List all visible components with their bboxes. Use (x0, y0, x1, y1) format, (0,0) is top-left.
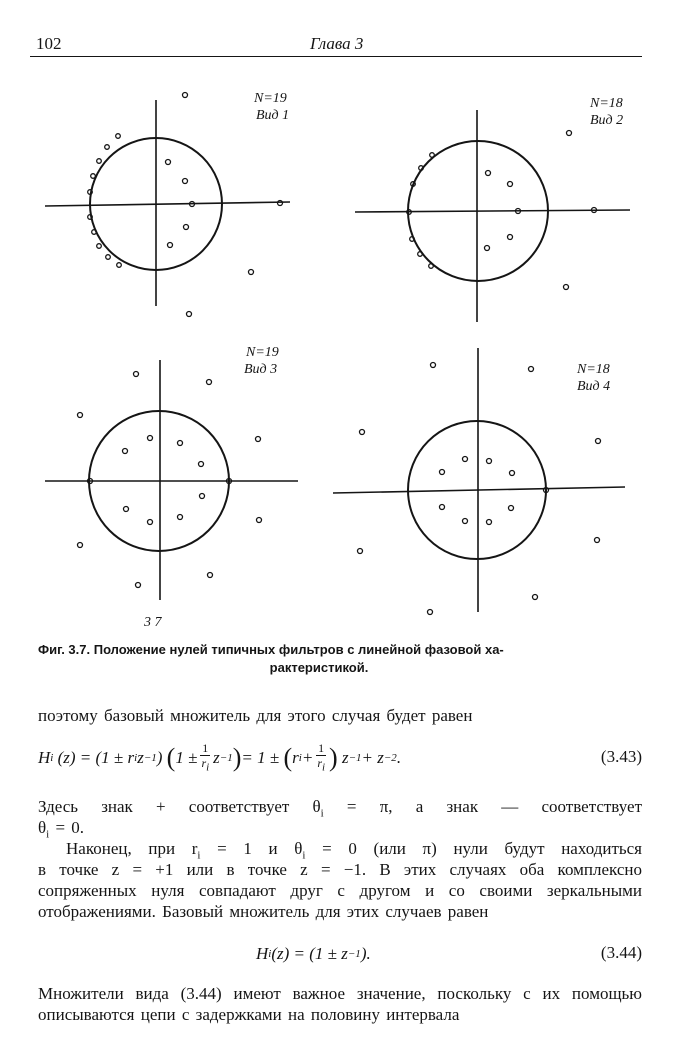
zero-point (431, 363, 436, 368)
p3-text-a: Наконец, при r (66, 839, 198, 858)
zero-point (564, 285, 569, 290)
zero-point (508, 182, 513, 187)
page-header (30, 32, 642, 58)
zero-point (199, 462, 204, 467)
real-axis (355, 210, 630, 212)
figure-caption (38, 641, 640, 677)
chapter-title: Глава 3 (310, 34, 364, 53)
zero-point (487, 459, 492, 464)
zero-point (168, 243, 173, 248)
panel2-n-label: N=18 (590, 96, 623, 111)
caption-line-2: рактеристикой. (269, 660, 369, 675)
zero-point (358, 549, 363, 554)
zero-point (595, 538, 600, 543)
zero-point (166, 160, 171, 165)
zero-point (486, 171, 491, 176)
zero-point (183, 93, 188, 98)
p3-text-c: = 0 (или π) нули будут находиться (305, 839, 642, 858)
zero-point (510, 471, 515, 476)
real-axis (333, 487, 625, 493)
panel-view-2 (355, 110, 630, 322)
zero-point (207, 380, 212, 385)
zero-point (117, 263, 122, 268)
zero-point (184, 225, 189, 230)
zero-point (178, 515, 183, 520)
zero-point (257, 518, 262, 523)
zero-point (430, 153, 435, 158)
panel-view-1 (45, 93, 290, 317)
zero-point (485, 246, 490, 251)
zero-point (360, 430, 365, 435)
equation-3-43-formula: H i (z) = (1 ± r i z −1 ) ( 1 ± $\frac{1}{r_i}$ z −1 ) = 1 ± ( r i + $\frac{1}{r_i}$ ) z −1 + z −2 . (38, 741, 402, 774)
zero-point (567, 131, 572, 136)
zero-point (256, 437, 261, 442)
zero-point (183, 179, 188, 184)
zero-point (200, 494, 205, 499)
zero-point (463, 519, 468, 524)
zero-point (463, 457, 468, 462)
zero-point (440, 505, 445, 510)
zero-point (429, 264, 434, 269)
panel3-view-label: Вид 3 (244, 362, 278, 377)
p2-sub-a: i (320, 807, 324, 820)
zero-point (148, 520, 153, 525)
zero-point (116, 134, 121, 139)
p2-text-a: Здесь знак + соответствует θ (38, 797, 321, 816)
zeros (78, 372, 262, 588)
panel4-n-label: N=18 (577, 362, 610, 377)
zero-point (136, 583, 141, 588)
panel1-view-label: Вид 1 (256, 108, 290, 123)
equation-3-44-number: (3.44) (600, 943, 642, 962)
zero-point (533, 595, 538, 600)
zero-point (123, 449, 128, 454)
zero-point (78, 413, 83, 418)
real-axis (45, 202, 290, 206)
zero-point (278, 201, 283, 206)
zero-point (178, 441, 183, 446)
zero-point (487, 520, 492, 525)
page-number: 102 (36, 34, 62, 53)
caption-line-1: Фиг. 3.7. Положение нулей типичных фильтров с линейной фазовой ха- (38, 642, 504, 657)
zero-point (97, 244, 102, 249)
zero-point (91, 174, 96, 179)
p2-text-c: θ (38, 818, 47, 837)
p2-sub-b: i (46, 828, 50, 841)
zero-point (509, 506, 514, 511)
panel-view-3 (45, 360, 298, 600)
zero-point (508, 235, 513, 240)
header-rule (30, 56, 642, 57)
p2-text-b: = π, а знак — соответствует (323, 797, 643, 816)
equation-3-44-formula: H i (z) = (1 ± z −1 ). (256, 944, 371, 963)
zero-point (187, 312, 192, 317)
p3-text-b: = 1 и θ (200, 839, 303, 858)
zero-point (78, 543, 83, 548)
p3-sub-b: i (302, 849, 306, 862)
paragraph-1: поэтому базовый множитель для этого случая будет равен (38, 706, 473, 725)
zero-point (428, 610, 433, 615)
equation-3-43 (38, 735, 642, 781)
zero-point (106, 255, 111, 260)
p2-text-d: = 0. (49, 818, 85, 837)
zero-point (596, 439, 601, 444)
paragraph-4: Множители вида (3.44) имеют важное значение, поскольку с их помощью описываются цепи с задержками на половину интервала (38, 984, 642, 1024)
zero-point (529, 367, 534, 372)
equation-3-44 (38, 931, 642, 977)
zero-point (208, 573, 213, 578)
panel1-n-label: N=19 (254, 91, 287, 106)
panel4-view-label: Вид 4 (577, 379, 611, 394)
zero-point (105, 145, 110, 150)
zero-point (148, 436, 153, 441)
panel3-n-label: N=19 (246, 345, 279, 360)
zero-locations-figure (0, 60, 700, 640)
panel2-view-label: Вид 2 (590, 113, 624, 128)
p3-sub-a: i (197, 849, 201, 862)
zero-point (124, 507, 129, 512)
zero-point (134, 372, 139, 377)
zero-point (97, 159, 102, 164)
paragraph-3-rest: в точке z = +1 или в точке z = −1. В этих случаях оба комплексно сопряженных нуля совпадают друг с другом и со своими зеркальными отображениями. Базовый множитель для этих случаев равен (38, 860, 642, 921)
handwritten-mark: 3 7 (144, 615, 162, 630)
equation-3-43-number: (3.43) (600, 747, 642, 766)
zero-point (440, 470, 445, 475)
zero-point (249, 270, 254, 275)
